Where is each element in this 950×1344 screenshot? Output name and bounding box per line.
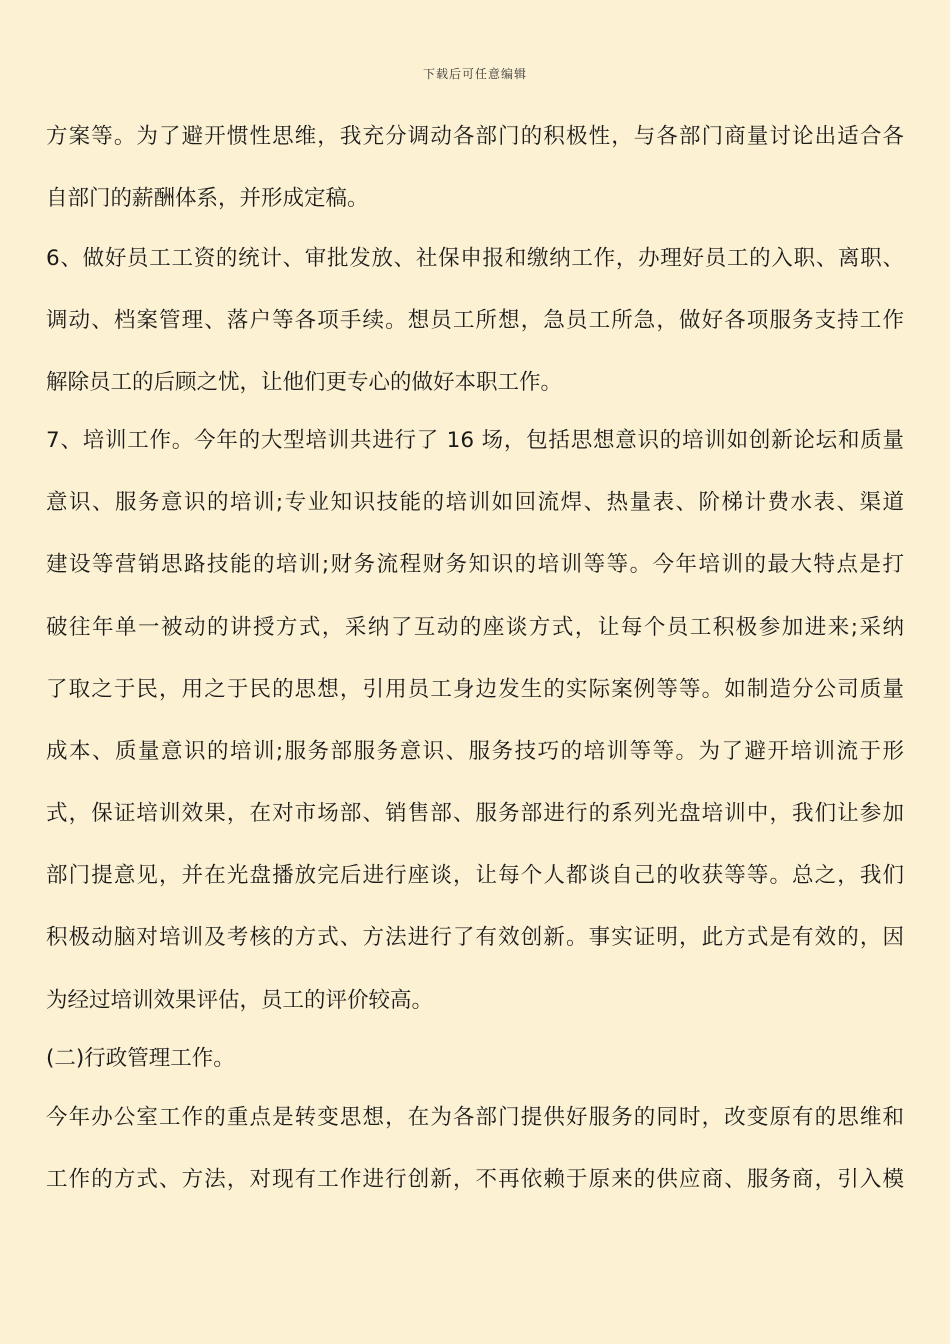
text-line: 为经过培训效果评估，员工的评价较高。: [46, 988, 434, 1013]
text-line: 式，保证培训效果，在对市场部、销售部、服务部进行的系列光盘培训中，我们让参加: [46, 801, 904, 826]
text-line: 自部门的薪酬体系，并形成定稿。: [46, 186, 369, 211]
text-line: 7、培训工作。今年的大型培训共进行了 16 场，包括思想意识的培训如创新论坛和质量: [46, 428, 904, 453]
text-line: 意识、服务意识的培训;专业知识技能的培训如回流焊、热量表、阶梯计费水表、渠道: [46, 490, 904, 515]
text-line: 了取之于民，用之于民的思想，引用员工身边发生的实际案例等等。如制造分公司质量: [46, 677, 904, 702]
text-line: 6、做好员工工资的统计、审批发放、社保申报和缴纳工作，办理好员工的入职、离职、: [46, 246, 904, 271]
page-header: 下载后可任意编辑: [422, 67, 527, 81]
text-line: 破往年单一被动的讲授方式，采纳了互动的座谈方式，让每个员工积极参加进来;采纳: [46, 615, 904, 640]
text-line: 部门提意见，并在光盘播放完后进行座谈，让每个人都谈自己的收获等等。总之，我们: [46, 863, 904, 888]
text-line: 成本、质量意识的培训;服务部服务意识、服务技巧的培训等等。为了避开培训流于形: [46, 739, 904, 764]
text-line: 工作的方式、方法，对现有工作进行创新，不再依赖于原来的供应商、服务商，引入模: [46, 1167, 904, 1192]
text-line: (二)行政管理工作。: [46, 1046, 235, 1071]
text-line: 建设等营销思路技能的培训;财务流程财务知识的培训等等。今年培训的最大特点是打: [46, 552, 904, 577]
text-line: 调动、档案管理、落户等各项手续。想员工所想，急员工所急，做好各项服务支持工作: [46, 308, 904, 333]
text-line: 解除员工的后顾之忧，让他们更专心的做好本职工作。: [46, 370, 563, 395]
text-line: 今年办公室工作的重点是转变思想，在为各部门提供好服务的同时，改变原有的思维和: [46, 1105, 904, 1130]
text-line: 方案等。为了避开惯性思维，我充分调动各部门的积极性，与各部门商量讨论出适合各: [46, 124, 904, 149]
text-line: 积极动脑对培训及考核的方式、方法进行了有效创新。事实证明，此方式是有效的，因: [46, 925, 904, 950]
